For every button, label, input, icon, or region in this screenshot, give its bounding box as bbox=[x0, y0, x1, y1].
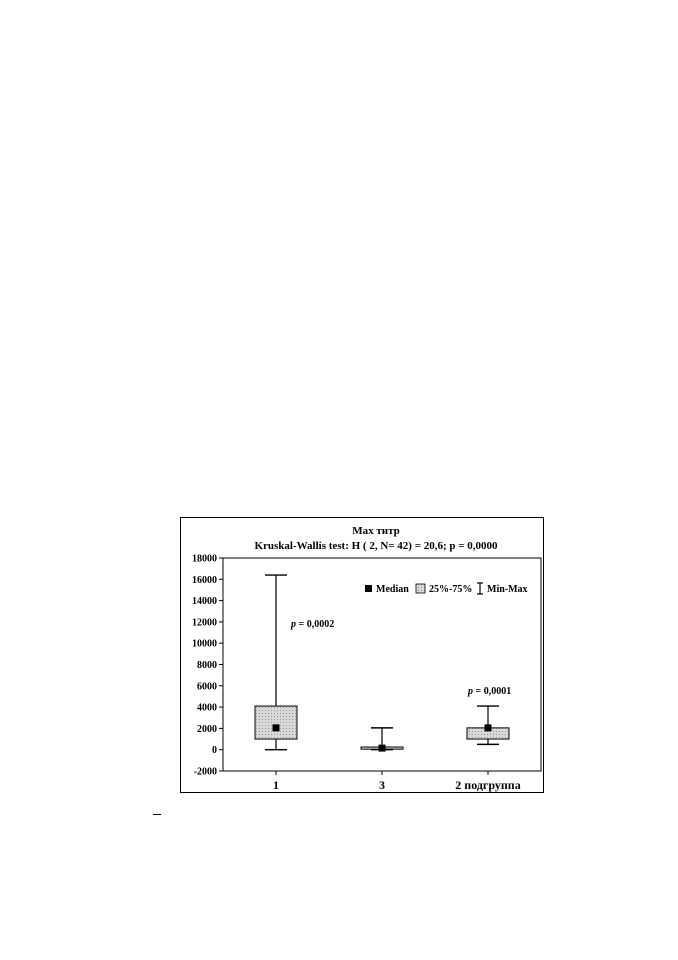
x-category-label: 1 bbox=[273, 778, 279, 792]
y-tick-label: 0 bbox=[212, 745, 217, 757]
y-tick-label: 4000 bbox=[197, 702, 217, 714]
box-plot-chart bbox=[181, 518, 545, 794]
chart-frame bbox=[180, 517, 544, 793]
box-group bbox=[467, 706, 509, 744]
x-category-label: 2 подгруппа bbox=[455, 778, 521, 792]
y-tick-label: 6000 bbox=[197, 681, 217, 693]
y-tick-label: 2000 bbox=[197, 723, 217, 735]
y-axis bbox=[192, 554, 223, 778]
median-marker bbox=[485, 724, 492, 731]
legend-minmax-label: Min-Max bbox=[487, 584, 528, 595]
x-axis bbox=[273, 771, 521, 792]
legend-minmax-marker bbox=[477, 583, 483, 594]
iqr-box bbox=[255, 706, 297, 739]
legend-median-marker bbox=[365, 585, 372, 592]
y-tick-label: 10000 bbox=[192, 638, 217, 650]
y-tick-label: 12000 bbox=[192, 617, 217, 629]
chart-title: Max титр bbox=[352, 525, 400, 537]
x-category-label: 3 bbox=[379, 778, 385, 792]
median-marker bbox=[273, 724, 280, 731]
y-tick-label: 14000 bbox=[192, 596, 217, 608]
p-value-label: p = 0,0001 bbox=[468, 685, 512, 697]
stray-dash bbox=[153, 814, 161, 815]
legend bbox=[365, 583, 528, 595]
legend-median-label: Median bbox=[376, 584, 409, 595]
y-tick-label: 16000 bbox=[192, 574, 217, 586]
y-tick-label: 18000 bbox=[192, 553, 217, 565]
box-series bbox=[255, 575, 512, 752]
p-value-annotations bbox=[290, 619, 511, 697]
chart-subtitle: Kruskal-Wallis test: H ( 2, N= 42) = 20,6; p = 0,0000 bbox=[254, 540, 498, 552]
box-group bbox=[255, 575, 297, 750]
y-tick-label: -2000 bbox=[193, 766, 217, 778]
legend-iqr-label: 25%-75% bbox=[429, 584, 473, 595]
median-marker bbox=[379, 745, 386, 752]
box-group bbox=[361, 728, 403, 752]
legend-iqr-swatch bbox=[416, 584, 425, 593]
p-value-label: p = 0,0002 bbox=[291, 619, 335, 631]
y-tick-label: 8000 bbox=[197, 660, 217, 671]
